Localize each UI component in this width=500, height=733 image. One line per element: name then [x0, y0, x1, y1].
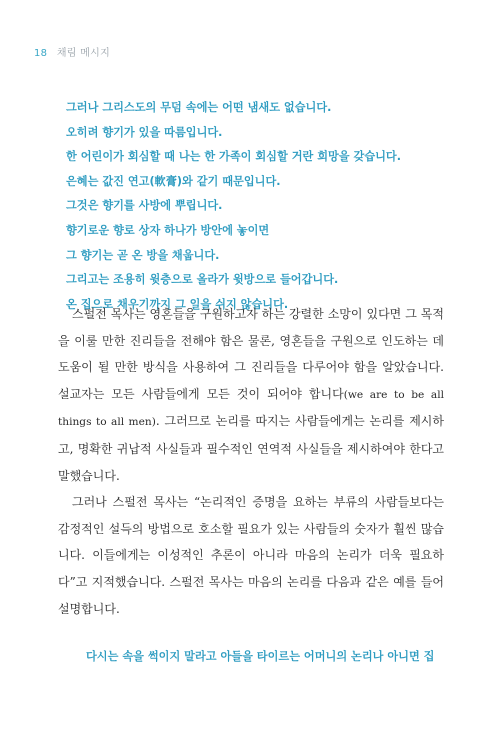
paragraph-2: 그러나 스펄전 목사는 “논리적인 증명을 요하는 부류의 사람들보다는 감정적인 설득의 방법으로 호소할 필요가 있는 사람들의 숫자가 훨씬 많습니다. 이들에게는 이성적인 추론이 아니라 마음의 논리가 더욱 필요하다”고 지적했습니다. 스펄전 목사는 마음의 논리를 다음과 같은 예를 들어 설명합니다.	[58, 495, 444, 616]
quote-line: 한 어린이가 회심할 때 나는 한 가족이 회심할 거란 희망을 갖습니다.	[66, 150, 401, 164]
paragraph-1-part-1: 스펄전 목사는 영혼들을 구원하고자 하는 강렬한 소망이 있다면 그 목적을 이룰 만한 진리들을 전해야 함은 물론, 영혼들을 구원으로 인도하는 데 도움이 될 만한 방식을 사용하여 그 진리들을 다루어야 함을 알았습니다. 설교자는 모든 사람들에게 모든 것이 되어야 합니다	[58, 307, 444, 401]
page-number: 18	[34, 48, 48, 59]
highlighted-quote	[66, 98, 466, 319]
quote-line: 그 향기는 곧 온 방을 채웁니다.	[66, 248, 220, 262]
second-quote: 다시는 속을 썩이지 말라고 아들을 타이르는 어머니의 논리나 아니면 집	[86, 650, 435, 663]
body-text	[58, 301, 444, 622]
quote-line: 그러나 그리스도의 무덤 속에는 어떤 냄새도 없습니다.	[66, 101, 332, 114]
quote-line: 은혜는 값진 연고(軟膏)와 같기 때문입니다.	[66, 174, 281, 188]
english-phrase: (we are to be all things to all men)	[58, 388, 444, 429]
quote-line: 오히려 향기가 있을 따름입니다.	[66, 125, 223, 139]
quote-line: 향기로운 향로 상자 하나가 방안에 놓이면	[66, 223, 270, 237]
book-title: 채림 메시지	[56, 48, 111, 59]
quote-line: 그리고는 조용히 윗층으로 올라가 윗방으로 들어갑니다.	[66, 273, 339, 287]
quote-line: 그것은 향기를 사방에 뿌립니다.	[66, 199, 223, 213]
running-header	[34, 44, 110, 59]
paragraph-1-part-2: . 그러므로 논리를 따지는 사람들에게는 논리를 제시하고, 명확한 귀납적 사실들과 필수적인 연역적 사실들을 제시하여야 한다고 말했습니다.	[58, 414, 444, 483]
quote-line: 온 집으로 채우기까지 그 일을 쉬지 않습니다.	[66, 297, 289, 311]
paragraph-1	[58, 301, 444, 489]
